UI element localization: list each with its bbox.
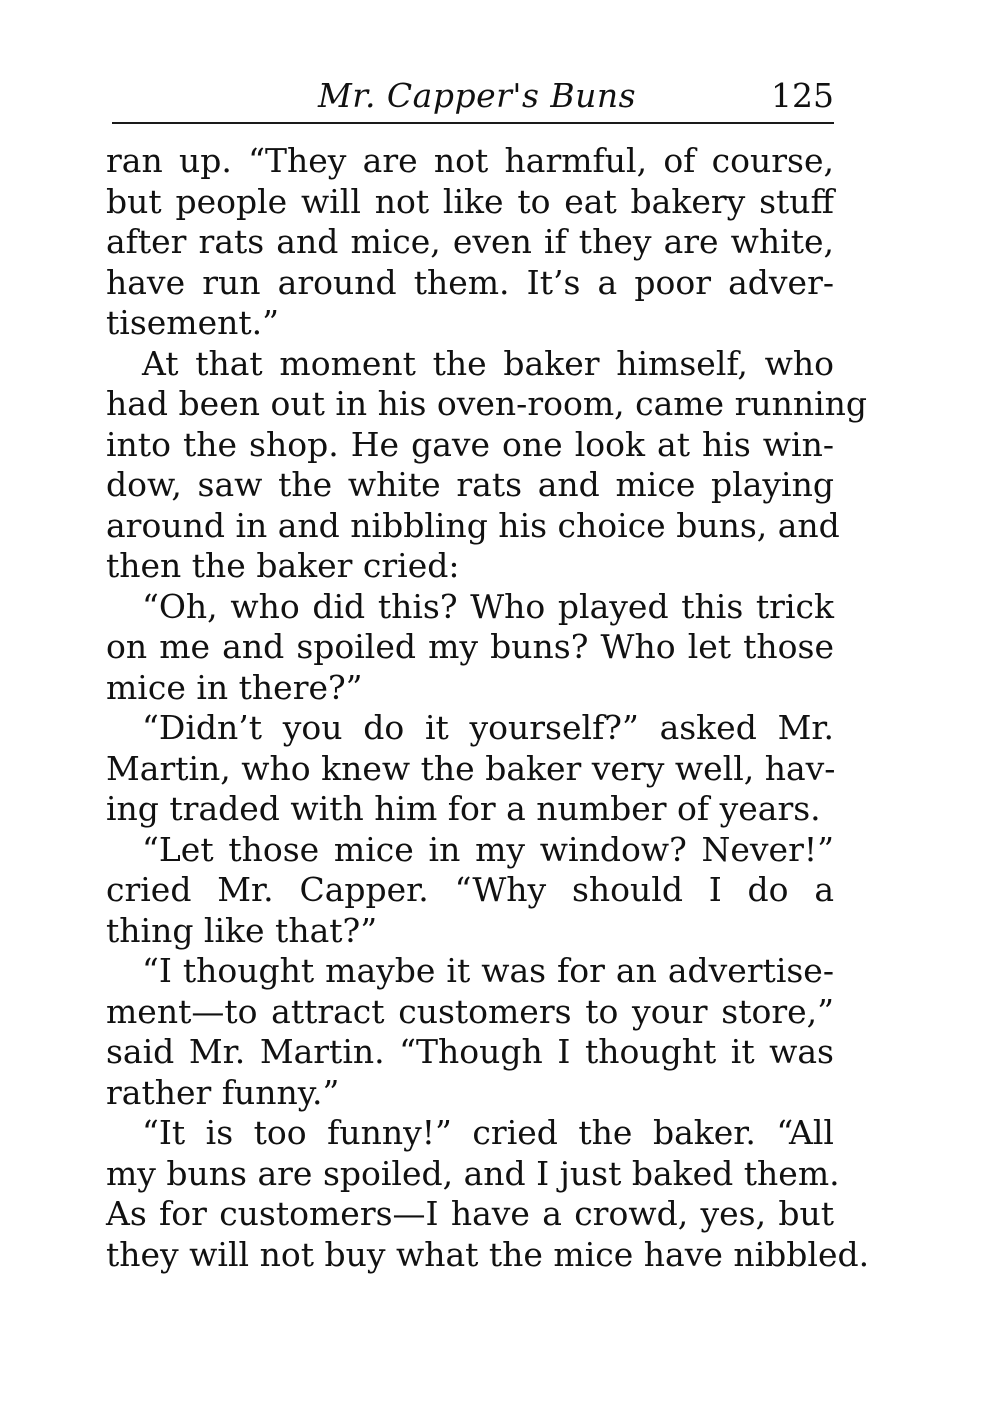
text-line: ran up. “They are not harmful, of course, <box>106 141 834 180</box>
text-line: rather funny.” <box>106 1072 340 1112</box>
text-line: As for customers—I have a crowd, yes, but <box>106 1194 834 1233</box>
text-line: cried Mr. Capper. “Why should I do a <box>106 870 834 909</box>
running-title: Mr. Capper's Buns <box>318 76 637 115</box>
text-line: “I thought maybe it was for an advertise- <box>142 951 834 990</box>
page-header <box>112 72 834 120</box>
text-line: they will not buy what the mice have nibbled. <box>106 1234 870 1274</box>
page-number: 125 <box>771 76 834 115</box>
text-line: ment—to attract customers to your store,” <box>106 991 834 1031</box>
text-line: dow, saw the white rats and mice playing <box>106 465 834 504</box>
text-line: around in and nibbling his choice buns, and <box>106 505 840 545</box>
text-line: after rats and mice, even if they are white, <box>106 222 834 261</box>
text-line: but people will not like to eat bakery stuff <box>106 181 834 221</box>
text-line: then the baker cried: <box>106 546 460 585</box>
body-text <box>106 141 870 1275</box>
text-line: had been out in his oven-room, came running <box>106 384 868 423</box>
text-line: mice in there?” <box>106 667 363 707</box>
text-line: “Oh, who did this? Who played this trick <box>142 586 834 626</box>
text-line: have run around them. It’s a poor adver- <box>106 262 834 302</box>
text-line: At that moment the baker himself, who <box>142 343 834 383</box>
text-line: ing traded with him for a number of years. <box>106 789 821 828</box>
text-line: on me and spoiled my buns? Who let those <box>106 627 834 666</box>
text-line: my buns are spoiled, and I just baked them. <box>106 1153 840 1193</box>
text-line: “Let those mice in my window? Never!” <box>142 829 834 869</box>
text-line: said Mr. Martin. “Though I thought it was <box>106 1032 834 1071</box>
text-line: “Didn’t you do it yourself?” asked Mr. <box>142 708 834 747</box>
text-line: Martin, who knew the baker very well, hav- <box>106 748 836 788</box>
header-rule <box>112 122 834 124</box>
text-line: “It is too funny!” cried the baker. “All <box>142 1113 834 1152</box>
text-line: thing like that?” <box>106 910 378 950</box>
text-line: tisement.” <box>106 303 279 342</box>
text-line: into the shop. He gave one look at his win- <box>106 424 834 464</box>
